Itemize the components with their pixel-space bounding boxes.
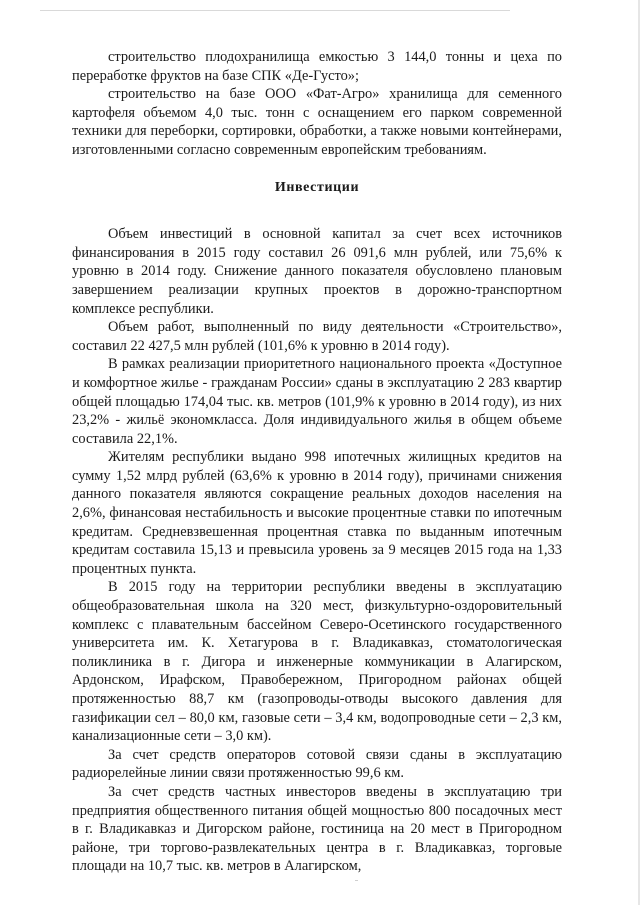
document-body: [72, 48, 562, 876]
paragraph: За счет средств частных инвесторов введены в эксплуатацию три предприятия общественного питания общей мощностью 800 посадочных мест в г. Владикавказ и Дигорском районе, гостиница на 20 мест в Пригородном районе, три торгово-развлекательных центра в г. Владикавказ, торговые площади на 10,7 тыс. кв. метров в Алагирском,: [72, 783, 562, 875]
section-heading: Инвестиции: [274, 179, 360, 195]
paragraph: Объем инвестиций в основной капитал за счет всех источников финансирования в 2015 году составил 26 091,6 млн рублей, или 75,6% к уровню в 2014 году. Снижение данного показателя обусловлено плановым завершением реализации крупных проектов в дорожно-транспортном комплексе республики.: [72, 226, 562, 317]
paragraph: В 2015 году на территории республики введены в эксплуатацию общеобразовательная школа на 320 мест, физкультурно-оздоровительный комплекс с плавательным бассейном Северо-Осетинского государственного университета им. К. Хетагурова в г. Владикавказ, стоматологическая поликлиника в г. Дигора и инженерные коммуникации в Алагирском, Ардонском, Ирафском, Правобережном, Пригородном районах общей протяженностью 88,7 км (газопроводы-отводы высокого давления для газификации сел – 80,0 км, газовые сети – 3,4 км, водопроводные сети – 2,3 км, канализационные сети – 3,0 км).: [72, 579, 562, 745]
paragraph: В рамках реализации приоритетного национального проекта «Доступное и комфортное жилье - гражданам России» сданы в эксплуатацию 2 283 квартир общей площадью 174,04 тыс. кв. метров (101,9% к уровню в 2014 году), из них 23,2% - жильё экономкласса. Доля индивидуального жилья в общем объеме составила 22,1%.: [72, 356, 562, 447]
scan-artifact-dot: [355, 880, 358, 881]
paragraph: строительство плодохранилища емкостью 3 144,0 тонны и цеха по переработке фруктов на базе СПК «Де-Густо»;: [72, 49, 562, 84]
scan-artifact-line: [40, 10, 510, 11]
paragraph: Жителям республики выдано 998 ипотечных жилищных кредитов на сумму 1,52 млрд рублей (63,6% к уровню в 2014 году), причинами снижения данного показателя являются сокращение реальных доходов населения на 2,6%, финансовая нестабильность и высокие процентные ставки по ипотечным кредитам. Средневзвешенная процентная ставка по выданным ипотечным кредитам составила 15,13 и превысила уровень за 9 месяцев 2015 года на 1,33 процентных пункта.: [72, 449, 562, 577]
paragraph: Объем работ, выполненный по виду деятельности «Строительство», составил 22 427,5 млн рублей (101,6% к уровню в 2014 году).: [72, 319, 562, 354]
paragraph: За счет средств операторов сотовой связи сданы в эксплуатацию радиорелейные линии связи протяженностью 99,6 км.: [72, 746, 562, 782]
paragraph: строительство на базе ООО «Фат-Агро» хранилища для семенного картофеля объемом 4,0 тыс. тонн с оснащением его парком современной техники для переборки, сортировки, обработки, а также новыми контейнерами, изготовленными согласно современным европейским требованиям.: [72, 86, 562, 158]
